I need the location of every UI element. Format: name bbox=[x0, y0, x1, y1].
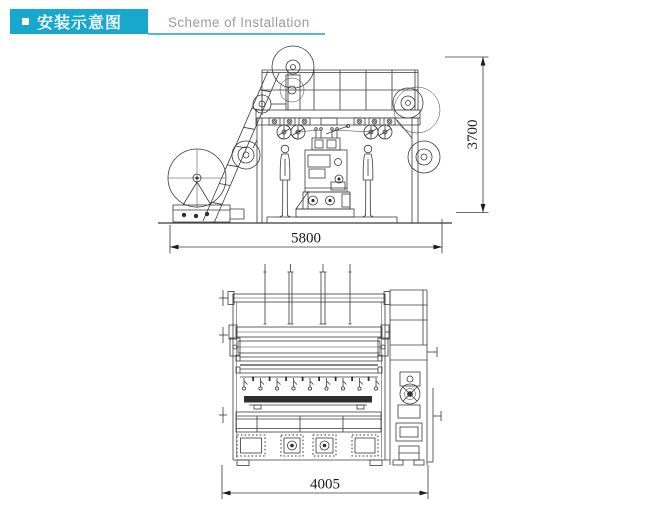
dimension-4005-label: 4005 bbox=[310, 476, 340, 493]
reel-rollers bbox=[277, 125, 392, 139]
central-sewing-head bbox=[267, 124, 397, 223]
guide-rollers bbox=[236, 355, 382, 373]
access-panels bbox=[237, 435, 378, 456]
section-header bbox=[0, 0, 655, 40]
left-shaft-flanges bbox=[219, 290, 228, 423]
machine-bed bbox=[236, 412, 381, 432]
dimension-3700 bbox=[445, 57, 489, 213]
square-bullet-icon bbox=[22, 18, 29, 25]
access-ladder bbox=[203, 71, 279, 223]
right-fabric-rolls bbox=[393, 87, 440, 223]
machine-front-view-drawing bbox=[205, 258, 445, 519]
machine-side-view-drawing bbox=[145, 38, 495, 260]
platform-railing bbox=[256, 70, 420, 125]
dimension-5800 bbox=[170, 219, 442, 254]
beam-roller-boxes bbox=[269, 118, 395, 125]
dimension-4005 bbox=[222, 465, 428, 499]
operator-left bbox=[280, 145, 291, 217]
upper-roller bbox=[229, 325, 389, 339]
title-box bbox=[10, 9, 148, 34]
dimension-5800-label: 5800 bbox=[291, 230, 321, 247]
dimension-3700-label: 3700 bbox=[465, 119, 481, 150]
needle-unit-row bbox=[240, 377, 380, 391]
side-ladder-frame bbox=[385, 290, 441, 465]
top-roller-bar bbox=[228, 292, 390, 305]
header-underline bbox=[148, 33, 325, 35]
needle-plate-bar bbox=[244, 396, 372, 409]
page-title-english: Scheme of Installation bbox=[168, 15, 310, 30]
page-title-chinese: 安装示意图 bbox=[37, 15, 123, 32]
operator-right bbox=[363, 145, 374, 217]
machine-base bbox=[233, 460, 390, 466]
main-roller bbox=[230, 338, 388, 356]
